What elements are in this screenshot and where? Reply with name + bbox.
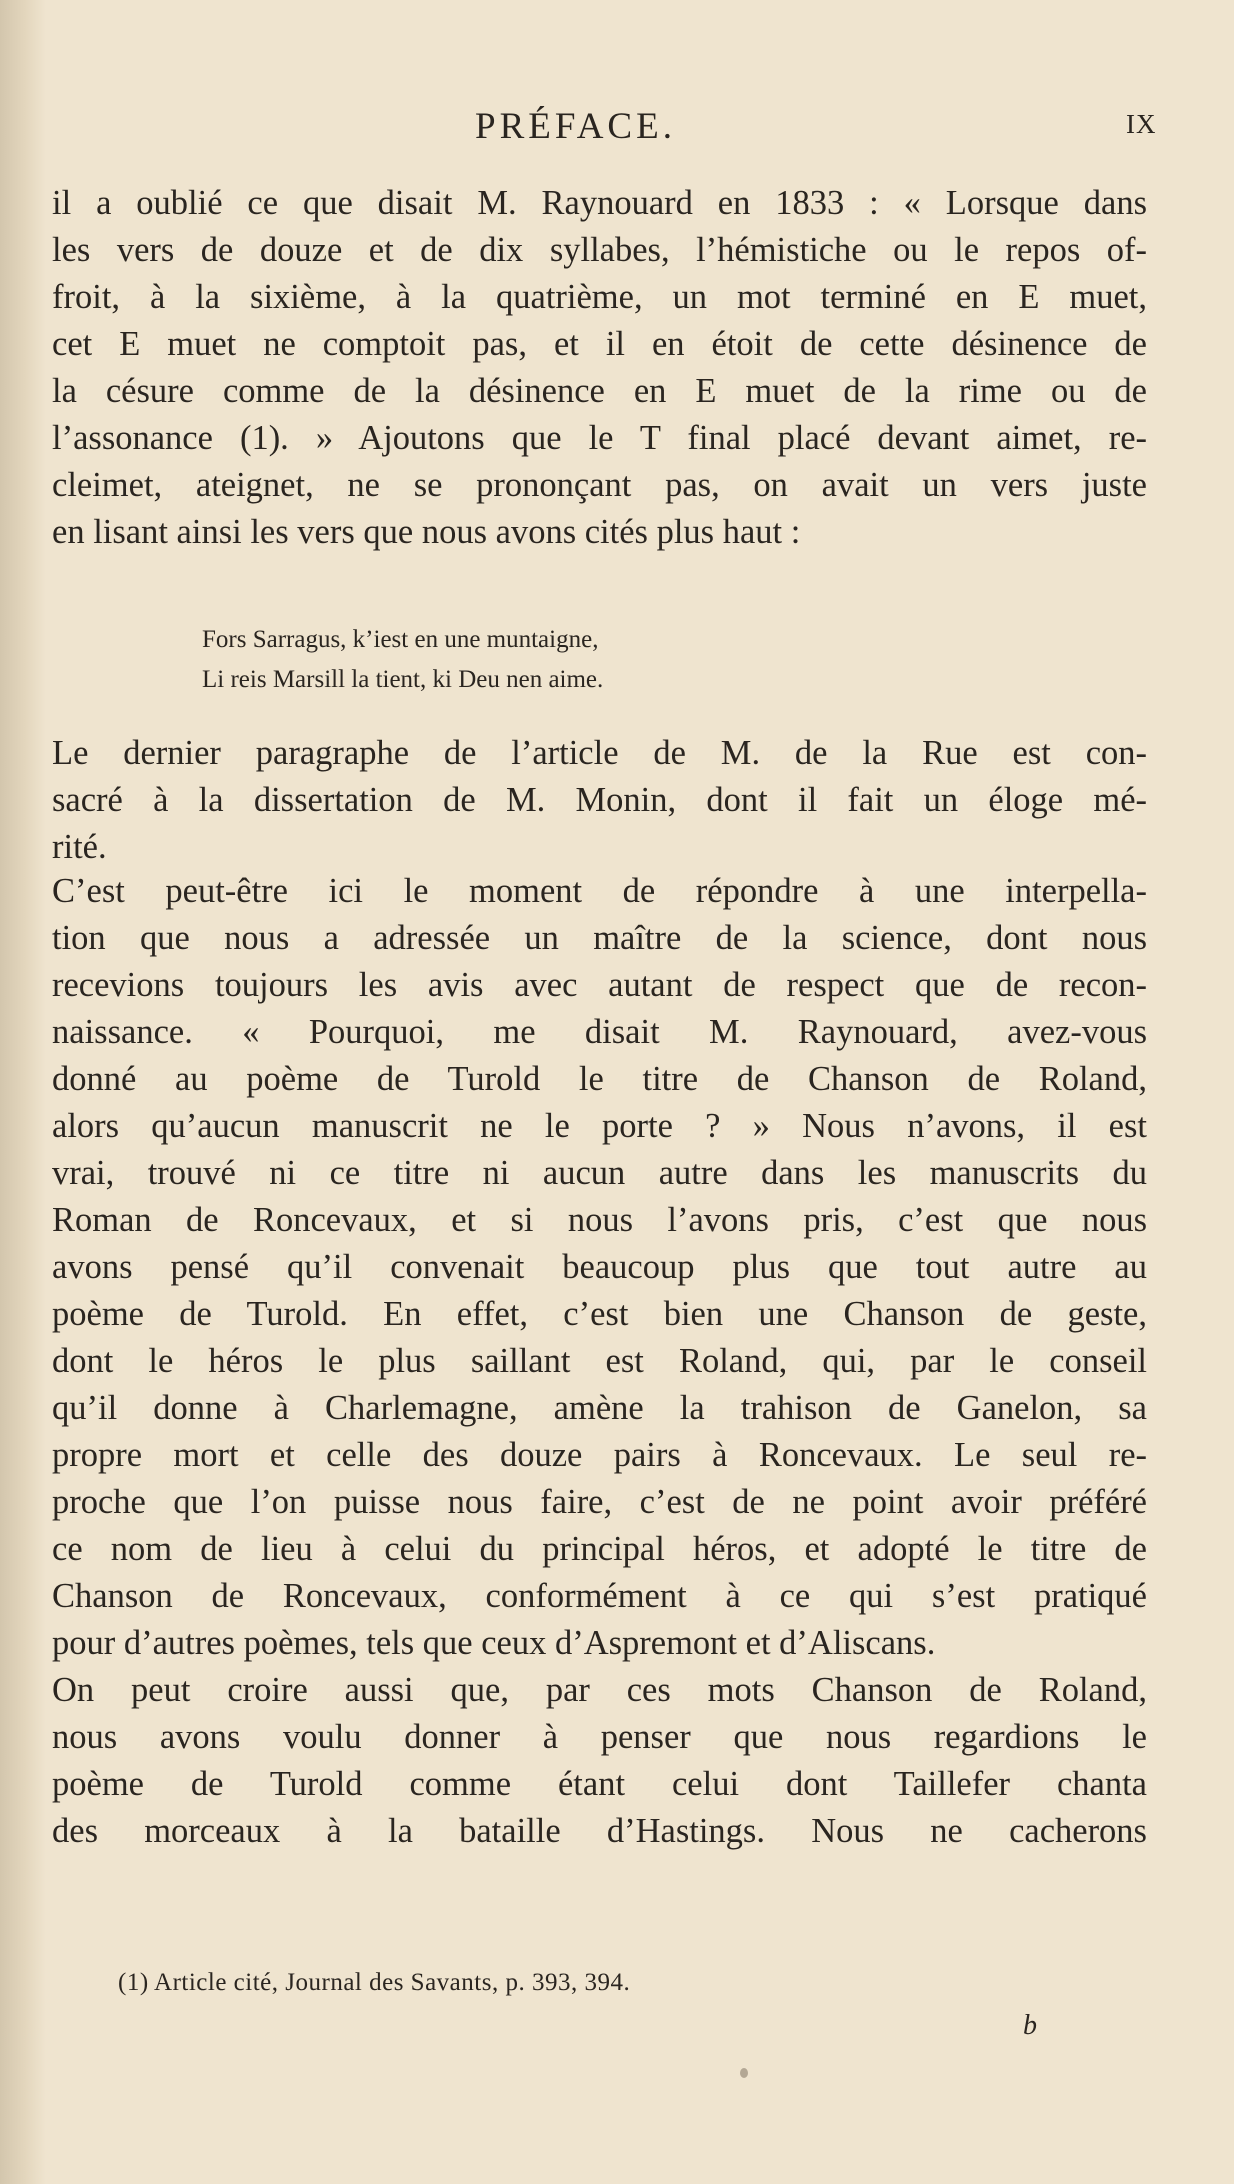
text-line: rité.	[52, 828, 107, 866]
text-line: recevions toujours les avis avec autant de respect que de recon-	[52, 966, 1147, 1004]
text-line: les vers de douze et de dix syllabes, l’hémistiche ou le repos of-	[52, 231, 1147, 269]
text-line: l’assonance (1). » Ajoutons que le T final placé devant aimet, re-	[52, 419, 1147, 457]
paragraph-1	[52, 180, 1147, 556]
text-line: il a oublié ce que disait M. Raynouard en 1833 : « Lorsque dans	[52, 184, 1147, 222]
text-line: cet E muet ne comptoit pas, et il en étoit de cette désinence de	[52, 325, 1147, 363]
text-line: alors qu’aucun manuscrit ne le porte ? » Nous n’avons, il est	[52, 1107, 1147, 1145]
text-line: Chanson de Roncevaux, conformément à ce qui s’est pratiqué	[52, 1577, 1147, 1615]
text-line: sacré à la dissertation de M. Monin, dont il fait un éloge mé-	[52, 781, 1147, 819]
text-line: nous avons voulu donner à penser que nous regardions le	[52, 1718, 1147, 1756]
page-title: PRÉFACE.	[475, 106, 676, 147]
signature-mark: b	[1023, 2010, 1037, 2041]
paragraph-3	[52, 868, 1147, 1667]
text-line: en lisant ainsi les vers que nous avons cités plus haut :	[52, 513, 801, 551]
text-line: On peut croire aussi que, par ces mots Chanson de Roland,	[52, 1671, 1147, 1709]
text-line: ce nom de lieu à celui du principal héros, et adopté le titre de	[52, 1530, 1147, 1568]
paragraph-4	[52, 1667, 1147, 1855]
footnote: (1) Article cité, Journal des Savants, p. 393, 394.	[118, 1969, 631, 1996]
text-line: poème de Turold comme étant celui dont Taillefer chanta	[52, 1765, 1147, 1803]
text-line: la césure comme de la désinence en E muet de la rime ou de	[52, 372, 1147, 410]
verse-line: Li reis Marsill la tient, ki Deu nen aime.	[202, 666, 604, 693]
running-head	[0, 105, 1234, 155]
text-line: tion que nous a adressée un maître de la science, dont nous	[52, 919, 1147, 957]
text-line: avons pensé qu’il convenait beaucoup plus que tout autre au	[52, 1248, 1147, 1286]
text-line: poème de Turold. En effet, c’est bien une Chanson de geste,	[52, 1295, 1147, 1333]
text-line: cleimet, ateignet, ne se prononçant pas, on avait un vers juste	[52, 466, 1147, 504]
text-line: Roman de Roncevaux, et si nous l’avons pris, c’est que nous	[52, 1201, 1147, 1239]
text-line: donné au poème de Turold le titre de Chanson de Roland,	[52, 1060, 1147, 1098]
text-line: pour d’autres poèmes, tels que ceux d’Aspremont et d’Aliscans.	[52, 1624, 936, 1662]
verse-quotation	[202, 620, 902, 700]
text-line: des morceaux à la bataille d’Hastings. Nous ne cacherons	[52, 1812, 1147, 1850]
page-number: IX	[1126, 109, 1157, 139]
verse-line: Fors Sarragus, k’iest en une muntaigne,	[202, 626, 599, 653]
paragraph-2	[52, 730, 1147, 871]
text-line: froit, à la sixième, à la quatrième, un mot terminé en E muet,	[52, 278, 1147, 316]
text-line: proche que l’on puisse nous faire, c’est de ne point avoir préféré	[52, 1483, 1147, 1521]
text-line: qu’il donne à Charlemagne, amène la trahison de Ganelon, sa	[52, 1389, 1147, 1427]
text-line: dont le héros le plus saillant est Roland, qui, par le conseil	[52, 1342, 1147, 1380]
text-line: propre mort et celle des douze pairs à Roncevaux. Le seul re-	[52, 1436, 1147, 1474]
ink-speck	[740, 2068, 748, 2078]
text-line: vrai, trouvé ni ce titre ni aucun autre dans les manuscrits du	[52, 1154, 1147, 1192]
text-line: C’est peut-être ici le moment de répondre à une interpella-	[52, 872, 1147, 910]
text-line: naissance. « Pourquoi, me disait M. Raynouard, avez-vous	[52, 1013, 1147, 1051]
text-line: Le dernier paragraphe de l’article de M. de la Rue est con-	[52, 734, 1147, 772]
